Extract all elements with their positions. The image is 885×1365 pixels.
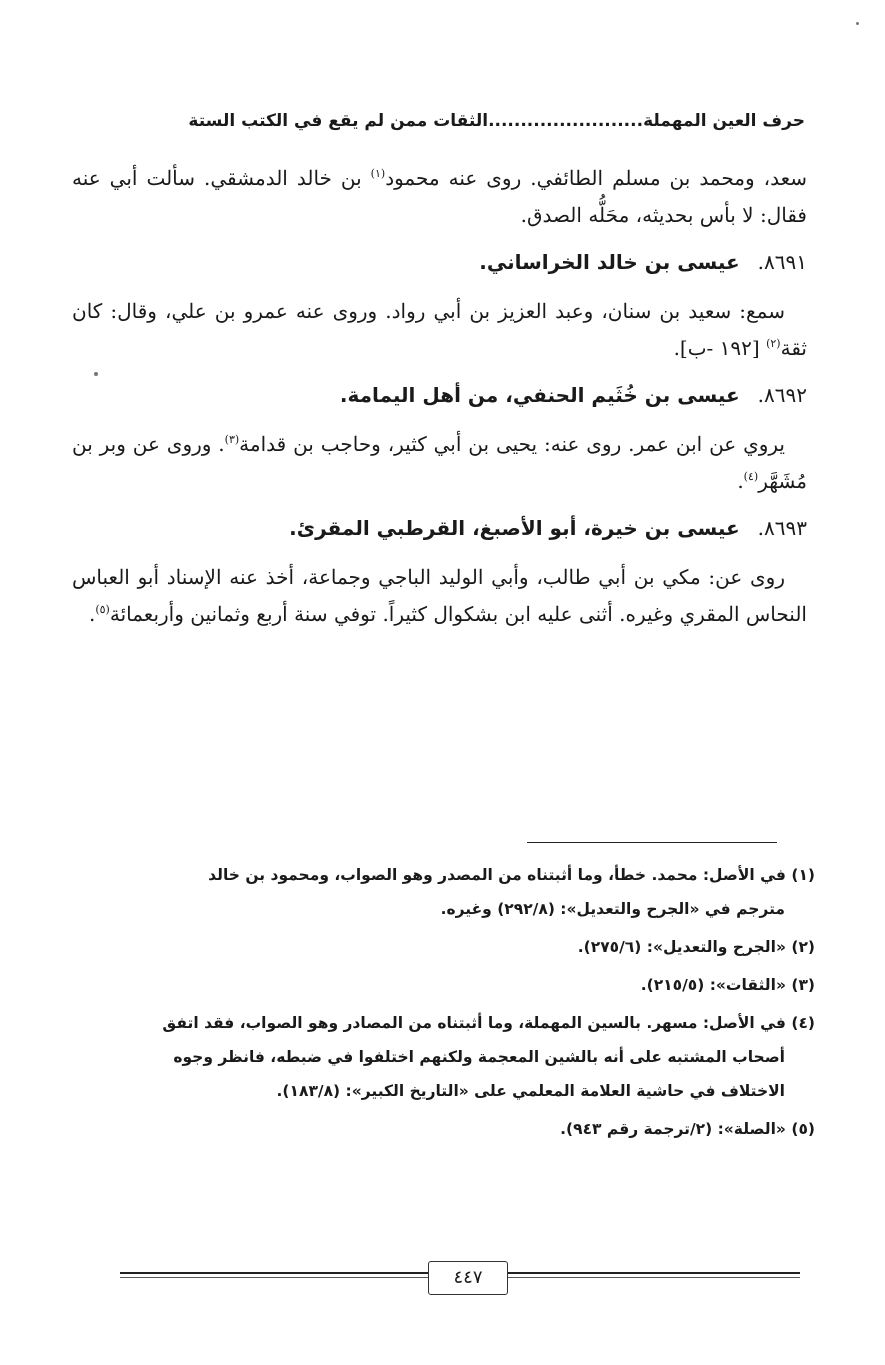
entry-text: روى عن: مكي بن أبي طالب، وأبي الوليد الباجي وجماعة، أخذ عنه الإسناد أبو العباس النحاس المقري وغيره. أثنى عليه ابن بشكوال كثيراً. توفي سنة أربع وثمانين وأربعمائة$^{(٥)}$. bbox=[72, 565, 807, 626]
header-dots: ........................ bbox=[488, 111, 644, 131]
scan-speck bbox=[94, 372, 98, 376]
main-text bbox=[72, 160, 807, 633]
footnotes bbox=[69, 858, 815, 1150]
footnote-ref: (٢) bbox=[766, 337, 781, 350]
entry-title: عيسى بن خُثَيم الحنفي، من أهل اليمامة. bbox=[339, 383, 740, 407]
entry-number: ٨٦٩١. bbox=[757, 250, 807, 274]
footnote-5: (٥) «الصلة»: (٢/ترجمة رقم ٩٤٣). bbox=[560, 1120, 815, 1138]
entry-text: سمع: سعيد بن سنان، وعبد العزيز بن أبي رواد. وروى عنه عمرو بن علي، وقال: كان ثقة$^{(٢)}$ [١٩٢ -ب]. bbox=[72, 299, 807, 360]
entry-heading bbox=[72, 244, 807, 281]
header-book-section: الثقات ممن لم يقع في الكتب الستة bbox=[188, 111, 489, 131]
footnote-ref: (٣) bbox=[224, 433, 240, 446]
running-header bbox=[120, 104, 805, 138]
entry-heading bbox=[72, 510, 807, 547]
entry-number: ٨٦٩٢. bbox=[757, 383, 807, 407]
entry-title: عيسى بن خيرة، أبو الأصبغ، القرطبي المقرئ. bbox=[289, 516, 740, 540]
entry-text: يروي عن ابن عمر. روى عنه: يحيى بن أبي كثير، وحاجب بن قدامة$^{(٣)}$. وروى عن وبر بن مُشَهَّر$^{(٤)}$. bbox=[72, 432, 807, 493]
footnote-ref: (٥) bbox=[95, 603, 110, 616]
footnote-3: (٣) «الثقات»: (٢١٥/٥). bbox=[640, 976, 815, 994]
page-number: ٤٤٧ bbox=[428, 1261, 508, 1295]
footnote-1: (١) في الأصل: محمد. خطأ، وما أثبتناه من المصدر وهو الصواب، ومحمود بن خالد مترجم في «الجرح والتعديل»: (٢٩٢/٨) وغيره. bbox=[208, 866, 815, 918]
footnote-ref: (١) bbox=[370, 167, 386, 180]
entry-heading bbox=[72, 377, 807, 414]
scan-speck bbox=[856, 22, 859, 25]
footnote-ref: (٤) bbox=[743, 470, 759, 483]
footnote-4: (٤) في الأصل: مسهر. بالسين المهملة، وما أثبتناه من المصادر وهو الصواب، فقد اتفق أصحاب المشتبه على أنه بالشين المعجمة ولكنهم اختلفوا في ضبطه، فانظر وجوه الاختلاف في حاشية العلامة المعلمي على «التاريخ الكبير»: (١٨٣/٨). bbox=[162, 1014, 815, 1100]
header-chapter: حرف العين المهملة bbox=[643, 111, 805, 131]
continuation-paragraph: سعد، ومحمد بن مسلم الطائفي. روى عنه محمود$^{(١)}$ بن خالد الدمشقي. سألت أبي عنه فقال: لا بأس بحديثه، محَلُّه الصدق. bbox=[72, 166, 807, 227]
footnote-separator bbox=[527, 842, 777, 843]
entry-title: عيسى بن خالد الخراساني. bbox=[479, 250, 740, 274]
footnote-2: (٢) «الجرح والتعديل»: (٢٧٥/٦). bbox=[577, 938, 815, 956]
entry-number: ٨٦٩٣. bbox=[757, 516, 807, 540]
